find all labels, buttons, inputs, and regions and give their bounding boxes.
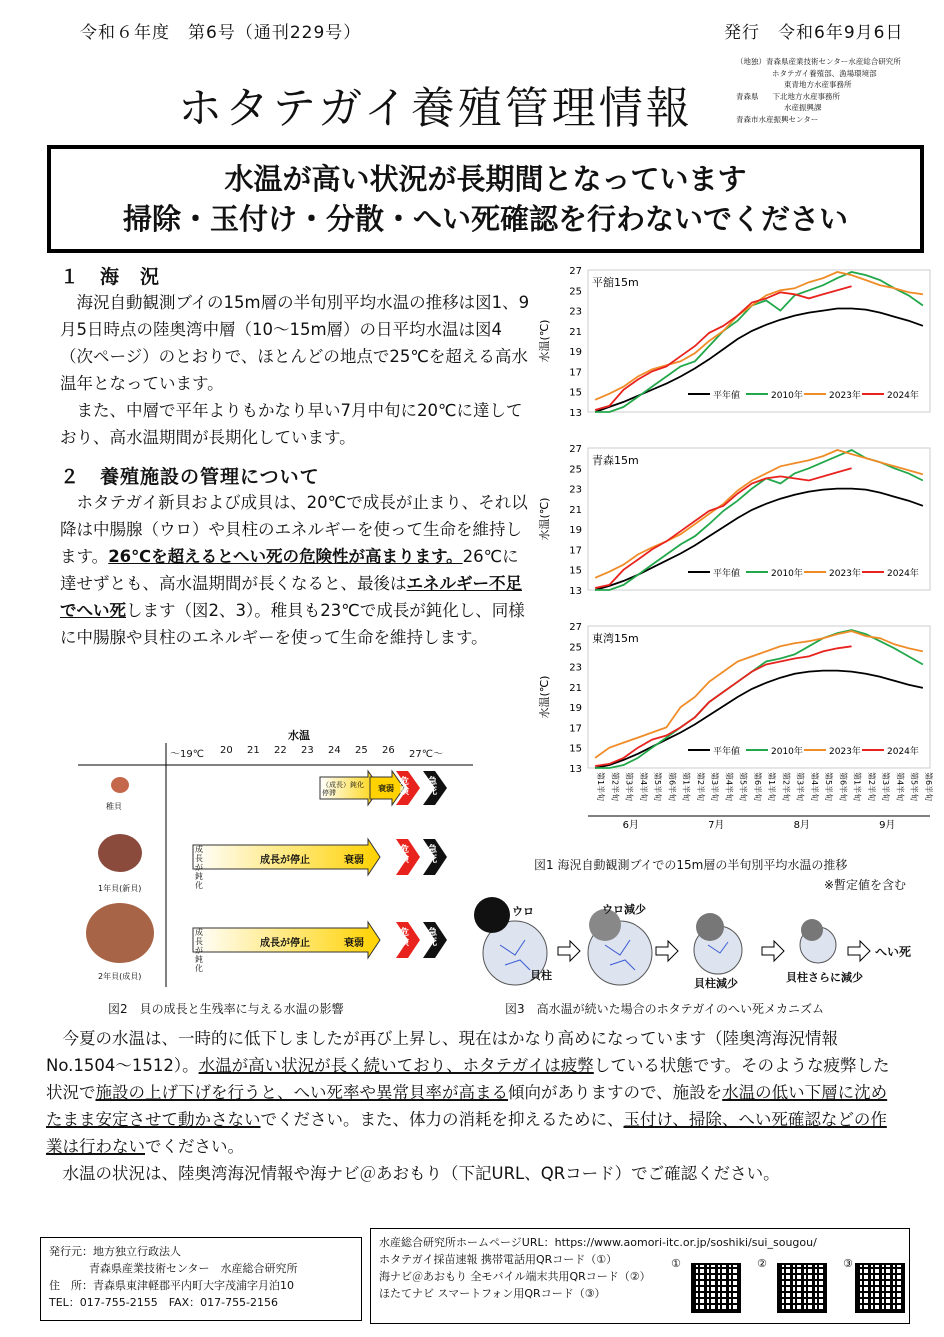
- x-tick-label: 第3半旬: [624, 772, 634, 802]
- x-tick-label: 第5半旬: [824, 772, 834, 802]
- y-tick-label: 23: [569, 306, 582, 318]
- y-axis-label: 水温(℃): [538, 675, 551, 719]
- fig2-tick: 21: [247, 745, 260, 756]
- y-tick-label: 17: [569, 545, 582, 557]
- fig2-row-3-stage1: 成長が停止: [260, 938, 310, 949]
- fig2-tick: 20: [220, 745, 233, 756]
- issue-date: 発行 令和6年9月6日: [724, 23, 904, 43]
- y-tick-label: 13: [569, 408, 582, 419]
- underlined-text: 玉付け、掃除、へい死確認などの作業は行わない: [46, 1110, 887, 1156]
- fig2-ticks: [170, 745, 470, 759]
- y-tick-label: 21: [569, 504, 582, 516]
- issue-number: 令和６年度 第6号（通刊229号）: [80, 23, 362, 43]
- summary: [46, 1025, 896, 1187]
- y-tick-label: 17: [569, 367, 582, 379]
- series-line-2010年: [595, 272, 923, 412]
- organizations: [736, 56, 941, 125]
- chart-title: 平舘15m: [592, 276, 639, 289]
- fig2-row-2-label: 1年貝(新貝): [98, 884, 142, 893]
- y-tick-label: 15: [569, 743, 582, 755]
- y-axis-label: 水温(℃): [538, 497, 551, 541]
- y-tick-label: 13: [569, 764, 582, 775]
- fig2-row-1-danger: 危険: [400, 777, 410, 797]
- figure-1-charts: [530, 262, 940, 872]
- series-line-2010年: [595, 450, 923, 590]
- x-tick-label: 第4半旬: [638, 772, 648, 802]
- x-tick-label: 第2半旬: [695, 772, 705, 802]
- legend-label: 2024年: [887, 391, 919, 401]
- qr-mark-2: ②: [757, 1257, 767, 1270]
- org-line: （地独）青森県産業技術センター水産総合研究所: [736, 57, 901, 66]
- x-tick-label: 第3半旬: [795, 772, 805, 802]
- alert-box: [47, 145, 924, 253]
- fig2-row-1-stage2: 衰弱: [378, 784, 394, 793]
- month-label: 6月: [622, 820, 639, 831]
- fig3-label-adductor-decrease: 貝柱減少: [694, 977, 738, 990]
- series-line-平年値: [595, 489, 923, 590]
- chart-title: 青森15m: [592, 454, 639, 467]
- underlined-text: 施設の上げ下げを行うと、へい死率や異常貝率が高まる: [95, 1083, 508, 1102]
- x-tick-label: 第6半旬: [752, 772, 762, 802]
- month-label: 7月: [708, 820, 725, 831]
- y-tick-label: 25: [569, 286, 582, 298]
- x-tick-label: 第2半旬: [866, 772, 876, 802]
- x-tick-label: 第2半旬: [610, 772, 620, 802]
- figure-1-caption: 図1 海況自動観測ブイでの15m層の半旬別平均水温の推移: [534, 858, 848, 872]
- publisher-name: 青森県産業技術センター 水産総合研究所: [89, 1262, 298, 1275]
- fig2-row-2-danger: 危険: [400, 845, 410, 865]
- section-1-heading: １ 海 況: [60, 266, 161, 288]
- x-tick-label: 第6半旬: [923, 772, 933, 802]
- figure-3-caption: 図3 高水温が続いた場合のホタテガイのへい死メカニズム: [505, 1002, 825, 1016]
- org-line: 水産振興課: [784, 103, 822, 112]
- legend-label: 平年値: [713, 747, 741, 757]
- y-tick-label: 19: [569, 525, 582, 537]
- x-tick-label: 第5半旬: [738, 772, 748, 802]
- fig2-tick: 25: [355, 745, 368, 756]
- summary-paragraph-2: 水温の状況は、陸奥湾海況情報や海ナビ＠あおもり（下記URL、QRコード）でご確認ください。: [62, 1164, 780, 1183]
- text-run: ホタテガイ新貝および成貝は、20℃で成長が止まり、それ以降は中腸腺（ウロ）や貝柱のエネルギーを使って生命を維持します。: [60, 493, 528, 566]
- qr-description-3: ほたてナビ スマートフォン用QRコード（③）: [379, 1287, 606, 1300]
- y-tick-label: 27: [569, 444, 582, 455]
- fig2-tick: 24: [328, 745, 341, 756]
- legend-label: 2023年: [829, 569, 861, 579]
- text-run: 今夏の水温は、一時的に低下しましたが再び上昇し、現在はかなり高めになっています（陸奥湾海況情報No.1504～1512）。: [46, 1029, 838, 1075]
- text-run: 26℃に達せずとも、高水温期間が長くなると、最後は: [60, 547, 519, 593]
- y-tick-label: 13: [569, 586, 582, 597]
- qr-code-3[interactable]: [855, 1263, 905, 1313]
- publisher-label: 発行元：地方独立行政法人: [49, 1245, 181, 1258]
- fig2-tick: 27℃～: [409, 749, 443, 760]
- section-1-paragraph-1: 海況自動観測ブイの15m層の半旬別平均水温の推移は図1、9月5日時点の陸奥湾中層（10～15m層）の日平均水温は図4（次ページ）のとおりで、ほとんどの地点で25℃を超える高水温年となっています。: [60, 293, 530, 393]
- qr-mark-3: ③: [843, 1257, 853, 1270]
- fig2-axis-title: 水温: [288, 729, 310, 742]
- publisher-box: [40, 1237, 362, 1321]
- fig2-row-3-label: 2年貝(成貝): [98, 972, 142, 981]
- x-tick-label: 第1半旬: [852, 772, 862, 802]
- series-line-2023年: [595, 450, 923, 578]
- fig2-row-1-death: 急死: [428, 777, 438, 797]
- fig2-row-3-danger: 危険: [400, 928, 410, 948]
- figure-1-note: ※暫定値を含む: [824, 878, 907, 892]
- y-tick-label: 15: [569, 565, 582, 577]
- text-run: でください。: [145, 1137, 244, 1156]
- underlined-text: 水温の低い下層に沈めたまま安定させて動かさない: [46, 1083, 888, 1129]
- legend-label: 2023年: [829, 747, 861, 757]
- plot-area: [588, 448, 930, 590]
- y-tick-label: 27: [569, 622, 582, 633]
- x-tick-label: 第6半旬: [667, 772, 677, 802]
- x-tick-label: 第2半旬: [781, 772, 791, 802]
- y-tick-label: 27: [569, 266, 582, 277]
- org-pref: 青森県: [736, 91, 759, 101]
- fig3-label-death: へい死: [875, 945, 912, 959]
- fig3-label-uro: ウロ: [512, 905, 534, 918]
- homepage-url[interactable]: 水産総合研究所ホームページURL：https://www.aomori-itc.or.jp/soshiki/sui_sougou/: [379, 1236, 817, 1249]
- chart-title: 東湾15m: [592, 632, 639, 645]
- y-tick-label: 17: [569, 723, 582, 735]
- y-tick-label: 23: [569, 484, 582, 496]
- alert-line-2: 掃除・玉付け・分散・へい死確認を行わないでください: [122, 202, 848, 236]
- plot-area: [588, 270, 930, 412]
- x-tick-label: 第4半旬: [724, 772, 734, 802]
- fig2-row-2-stage1: 成長が停止: [260, 855, 310, 866]
- legend-label: 2024年: [887, 747, 919, 757]
- text-run: します（図2、3）。稚貝も23℃で成長が鈍化し、同様に中腸腺や貝柱のエネルギーを使って生命を維持します。: [60, 601, 525, 647]
- section-1: [60, 262, 530, 451]
- series-line-2023年: [595, 631, 923, 758]
- y-tick-label: 19: [569, 347, 582, 359]
- fig2-tick: 26: [382, 745, 395, 756]
- qr-description-1: ホタテガイ採苗速報 携帯電話用QRコード（①）: [379, 1253, 618, 1266]
- org-line: ホタテガイ養殖部、漁場環境部: [772, 68, 877, 78]
- qr-code-1[interactable]: [691, 1263, 741, 1313]
- fig3-label-adductor-further: 貝柱さらに減少: [786, 971, 863, 984]
- x-tick-label: 第1半旬: [596, 772, 606, 802]
- x-tick-label: 第5半旬: [909, 772, 919, 802]
- series-line-2010年: [595, 630, 923, 768]
- month-label: 9月: [879, 820, 896, 831]
- month-label: 8月: [793, 820, 810, 831]
- y-tick-label: 21: [569, 326, 582, 338]
- fig2-row-1-stage1: （成長）鈍化 停滞: [322, 781, 364, 797]
- org-line: 下北地方水産事務所: [772, 91, 840, 101]
- x-tick-label: 第1半旬: [681, 772, 691, 802]
- section-1-paragraph-2: また、中層で平年よりもかなり早い7月中旬に20℃に達しており、高水温期間が長期化しています。: [60, 401, 523, 447]
- qr-mark-1: ①: [671, 1257, 681, 1270]
- fig2-row-3-pre: 成長が鈍化: [195, 928, 203, 973]
- emphasis-text: 26℃を超えるとへい死の危険性が高まります。: [108, 547, 463, 566]
- fig2-row-2-stage2: 衰弱: [344, 855, 364, 866]
- org-line: 東青地方水産事務所: [784, 80, 852, 89]
- underlined-text: 水温が高い状況が長く続いており、ホタテガイは疲弊: [198, 1056, 594, 1075]
- fig2-tick: ～19℃: [170, 749, 204, 760]
- legend-label: 2010年: [771, 391, 803, 401]
- emphasis-text: エネルギー不足でへい死: [60, 574, 522, 620]
- section-2-heading: ２ 養殖施設の管理について: [60, 466, 320, 488]
- fig2-row-1-label: 稚貝: [106, 802, 122, 811]
- links-box: [370, 1228, 910, 1324]
- series-line-2023年: [595, 272, 923, 400]
- figure-3: [470, 895, 930, 995]
- text-run: 傾向がありますので、施設を: [508, 1083, 723, 1102]
- x-tick-label: 第6半旬: [838, 772, 848, 802]
- publisher-phone: TEL：017-755-2155 FAX：017-755-2156: [49, 1296, 279, 1309]
- legend-label: 平年値: [713, 569, 741, 579]
- fig2-row-3-stage2: 衰弱: [344, 938, 364, 949]
- text-run: でください。また、体力の消耗を抑えるために、: [260, 1110, 624, 1129]
- org-line: 青森市水産振興センター: [736, 114, 819, 124]
- legend-label: 2010年: [771, 747, 803, 757]
- fig3-label-uro-decrease: ウロ減少: [602, 903, 646, 916]
- series-line-平年値: [595, 309, 923, 413]
- x-tick-label: 第4半旬: [895, 772, 905, 802]
- legend-label: 2023年: [829, 391, 861, 401]
- page-title: ホタテガイ養殖管理情報: [178, 83, 693, 134]
- section-2: [60, 462, 530, 651]
- y-tick-label: 21: [569, 682, 582, 694]
- qr-code-2[interactable]: [777, 1263, 827, 1313]
- y-tick-label: 25: [569, 464, 582, 476]
- y-tick-label: 19: [569, 703, 582, 715]
- y-axis-label: 水温(℃): [538, 319, 551, 363]
- alert-line-1: 水温が高い状況が長期間となっています: [224, 162, 747, 196]
- fig2-row-2-death: 急死: [428, 845, 438, 865]
- fig3-label-adductor: 貝柱: [530, 969, 552, 982]
- fig2-tick: 22: [274, 745, 287, 756]
- qr-description-2: 海ナビ＠あおもり 全モバイル端末共用QRコード（②）: [379, 1270, 651, 1283]
- fig2-row-2-pre: 成長が鈍化: [195, 845, 203, 890]
- fig2-row-3-death: 急死: [428, 928, 438, 948]
- x-tick-label: 第4半旬: [809, 772, 819, 802]
- legend-label: 2024年: [887, 569, 919, 579]
- legend-label: 平年値: [713, 391, 741, 401]
- y-tick-label: 25: [569, 642, 582, 654]
- fig2-tick: 23: [301, 745, 314, 756]
- x-tick-label: 第3半旬: [881, 772, 891, 802]
- x-tick-label: 第5半旬: [653, 772, 663, 802]
- figure-2: [78, 725, 473, 985]
- text-run: している状態です。そのような疲弊した状況で: [46, 1056, 890, 1102]
- x-tick-label: 第3半旬: [710, 772, 720, 802]
- publisher-address: 住 所：青森県東津軽郡平内町大字茂浦字月泊10: [49, 1279, 294, 1292]
- y-tick-label: 23: [569, 662, 582, 674]
- summary-paragraph-1: [46, 1025, 896, 1160]
- figure-2-caption: 図2 貝の成長と生残率に与える水温の影響: [108, 1002, 344, 1016]
- legend-label: 2010年: [771, 569, 803, 579]
- section-2-paragraph: [60, 489, 530, 651]
- y-tick-label: 15: [569, 387, 582, 399]
- x-tick-label: 第1半旬: [767, 772, 777, 802]
